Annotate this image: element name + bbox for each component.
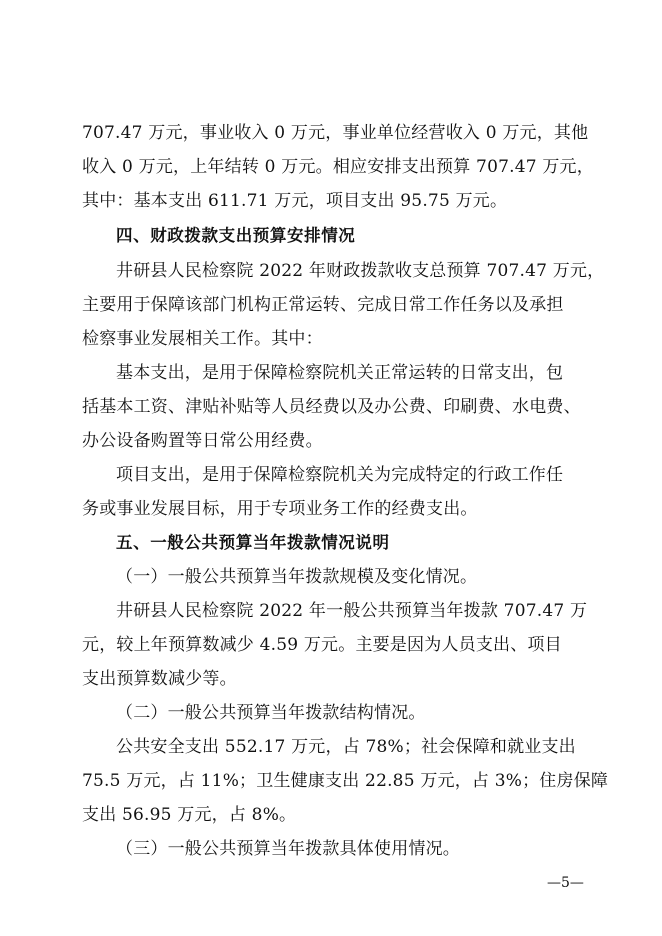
section-heading: 四、财政拨款支出预算安排情况 xyxy=(116,226,356,245)
subsection-heading: （三）一般公共预算当年拨款具体使用情况。 xyxy=(116,839,460,859)
paragraph-line: 707.47 万元，事业收入 0 万元，事业单位经营收入 0 万元，其他 xyxy=(82,123,589,143)
paragraph-line: 其中：基本支出 611.71 万元，项目支出 95.75 万元。 xyxy=(82,191,508,211)
subsection-heading: （二）一般公共预算当年拨款结构情况。 xyxy=(116,703,426,723)
paragraph-line: 元，较上年预算数减少 4.59 万元。主要是因为人员支出、项目 xyxy=(82,635,562,655)
subsection-heading: （一）一般公共预算当年拨款规模及变化情况。 xyxy=(116,567,478,587)
paragraph-line: 公共安全支出 552.17 万元，占 78%；社会保障和就业支出 xyxy=(116,737,576,757)
paragraph-line: 主要用于保障该部门机构正常运转、完成日常工作任务以及承担 xyxy=(82,295,564,315)
paragraph-line: 井研县人民检察院 2022 年财政拨款收支总预算 707.47 万元， xyxy=(116,261,605,281)
paragraph-line: 支出预算数减少等。 xyxy=(82,669,237,689)
page-number: —5— xyxy=(547,875,584,891)
paragraph-line: 收入 0 万元，上年结转 0 万元。相应安排支出预算 707.47 万元， xyxy=(82,157,594,177)
paragraph-line: 括基本工资、津贴补贴等人员经费以及办公费、印刷费、水电费、 xyxy=(82,397,581,417)
paragraph-line: 75.5 万元，占 11%；卫生健康支出 22.85 万元，占 3%；住房保障 xyxy=(82,771,609,791)
paragraph-line: 办公设备购置等日常公用经费。 xyxy=(82,431,323,451)
paragraph-line: 检察事业发展相关工作。其中： xyxy=(82,329,323,349)
section-heading: 五、一般公共预算当年拨款情况说明 xyxy=(116,533,390,552)
paragraph-line: 务或事业发展目标，用于专项业务工作的经费支出。 xyxy=(82,499,478,519)
paragraph-line: 基本支出，是用于保障检察院机关正常运转的日常支出，包 xyxy=(116,363,564,383)
paragraph-line: 井研县人民检察院 2022 年一般公共预算当年拨款 707.47 万 xyxy=(116,601,588,621)
paragraph-line: 项目支出，是用于保障检察院机关为完成特定的行政工作任 xyxy=(116,465,564,485)
paragraph-line: 支出 56.95 万元，占 8%。 xyxy=(82,805,297,825)
